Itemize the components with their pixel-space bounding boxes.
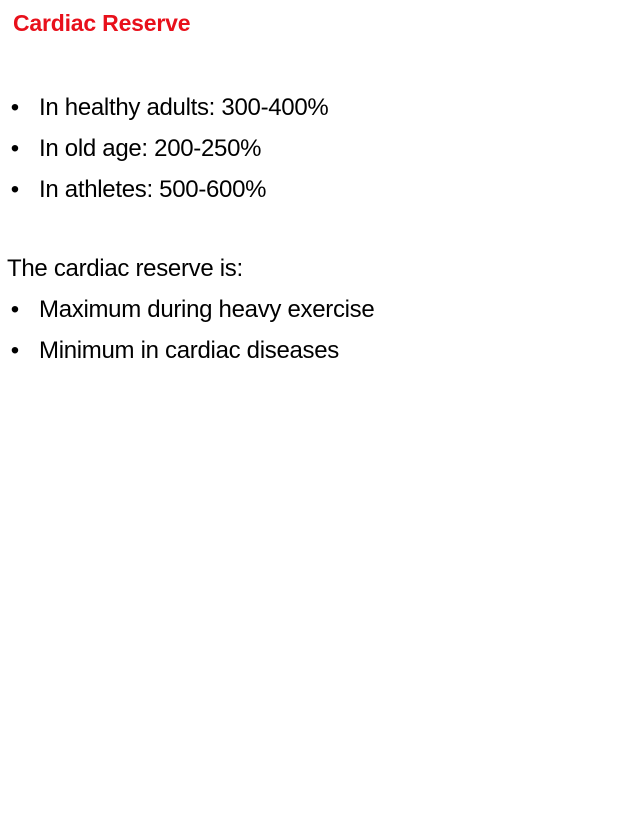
list-item-text: Minimum in cardiac diseases: [39, 337, 340, 364]
list-item-text: In healthy adults: 300-400%: [39, 94, 329, 121]
list-item-text: In old age: 200-250%: [39, 135, 262, 162]
slide-title: Cardiac Reserve: [13, 10, 191, 36]
bullet-icon: •: [10, 135, 20, 162]
bullet-icon: •: [10, 176, 20, 203]
bullet-icon: •: [10, 94, 20, 121]
intro-text: The cardiac reserve is:: [7, 255, 243, 282]
list-item-text: In athletes: 500-600%: [39, 176, 267, 203]
list-item-text: Maximum during heavy exercise: [39, 296, 375, 323]
bullet-icon: •: [10, 296, 20, 323]
bullet-icon: •: [10, 337, 20, 364]
